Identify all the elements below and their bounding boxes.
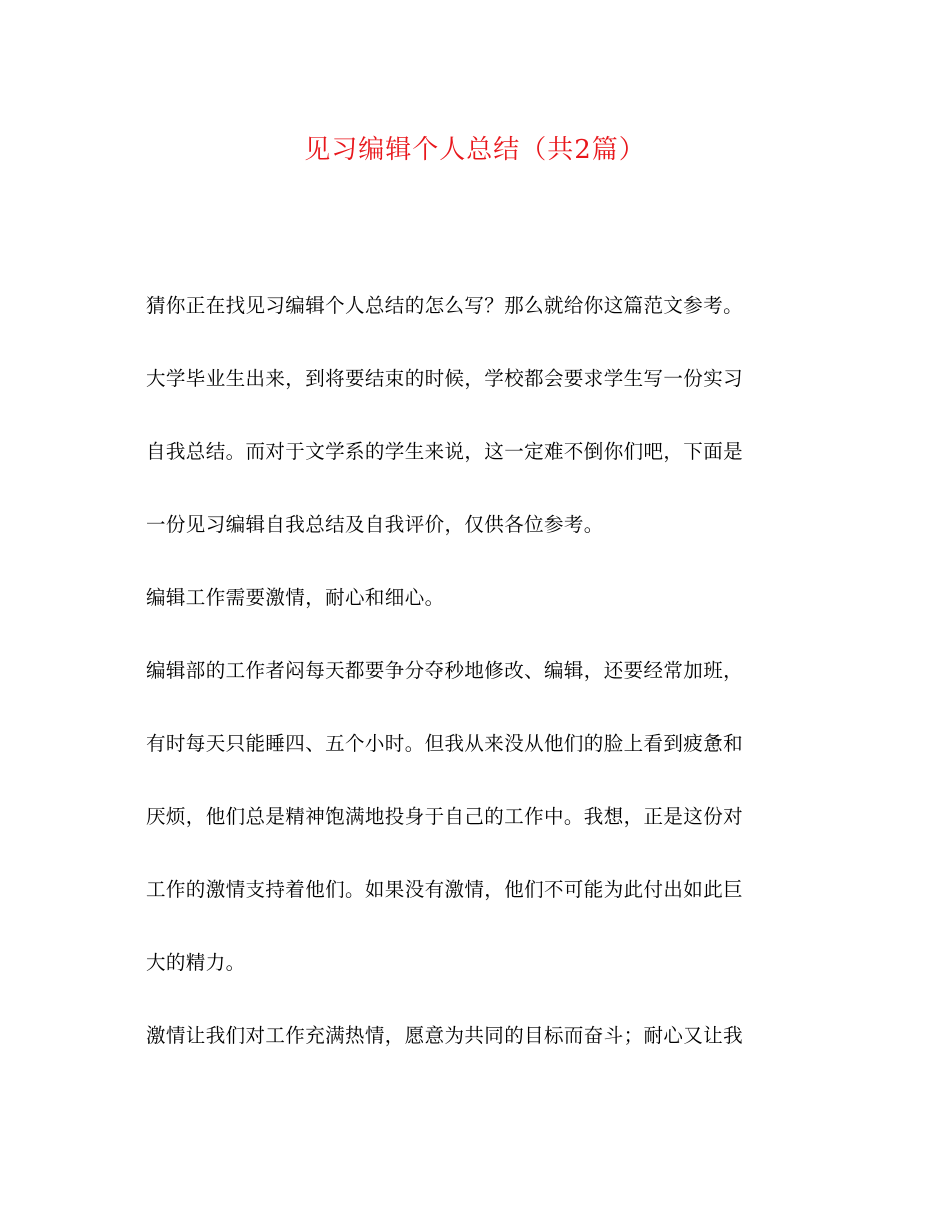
- body-line: 猜你正在找见习编辑个人总结的怎么写？那么就给你这篇范文参考。: [146, 294, 744, 317]
- body-line: 编辑部的工作者闷每天都要争分夺秒地修改、编辑，还要经常加班，: [146, 659, 744, 682]
- body-line: 一份见习编辑自我总结及自我评价，仅供各位参考。: [146, 513, 604, 536]
- body-line: 厌烦，他们总是精神饱满地投身于自己的工作中。我想，正是这份对: [146, 805, 744, 828]
- body-line: 自我总结。而对于文学系的学生来说，这一定难不倒你们吧，下面是: [146, 440, 744, 463]
- body-line: 大学毕业生出来，到将要结束的时候，学校都会要求学生写一份实习: [146, 367, 744, 390]
- body-line: 大的精力。: [146, 951, 246, 974]
- body-line: 编辑工作需要激情，耐心和细心。: [146, 586, 445, 609]
- body-line: 激情让我们对工作充满热情，愿意为共同的目标而奋斗；耐心又让我: [146, 1024, 744, 1047]
- body-line: 工作的激情支持着他们。如果没有激情，他们不可能为此付出如此巨: [146, 878, 744, 901]
- document-title: 见习编辑个人总结（共2篇）: [304, 135, 646, 165]
- document-body: [146, 288, 798, 1091]
- body-line: 有时每天只能睡四、五个小时。但我从来没从他们的脸上看到疲惫和: [146, 732, 744, 755]
